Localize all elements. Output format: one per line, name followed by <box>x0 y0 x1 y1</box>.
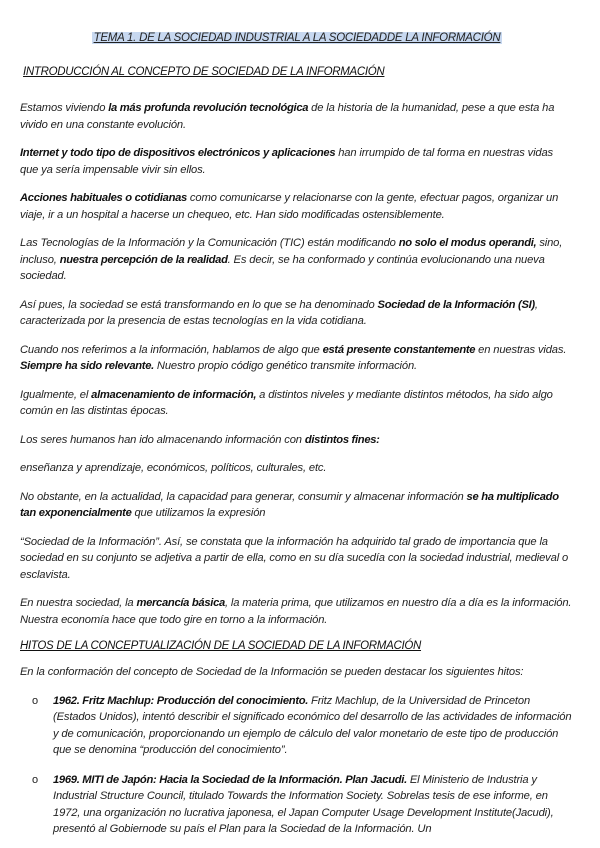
paragraph-3: Acciones habituales o cotidianas como comunicarse y relacionarse con la gente, efectuar pagos, organizar un viaje, ir a un hospital a hacerse un chequeo, etc. Han sido modificadas ostensiblemente. <box>20 192 559 221</box>
paragraph-10: No obstante, en la actualidad, la capacidad para generar, consumir y almacenar información se ha multiplicado tan exponencialmente que utilizamos la expresión <box>20 490 559 519</box>
paragraph-7: Igualmente, el almacenamiento de información, a distintos niveles y mediante distintos métodos, ha sido algo común en las distintas épocas. <box>20 388 553 417</box>
paragraph-4: Las Tecnologías de la Información y la Comunicación (TIC) están modificando no solo el modus operandi, sino, incluso, nuestra percepción de la realidad. Es decir, se ha conformado y continúa evolucionando una nueva sociedad. <box>20 237 563 282</box>
paragraph-6: Cuando nos referimos a la información, hablamos de algo que está presente constantemente en nuestras vidas. Siempre ha sido relevante. Nuestro propio código genético transmite información. <box>20 343 567 372</box>
paragraph-8: Los seres humanos han ido almacenando información con distintos fines: <box>20 433 380 446</box>
intro-heading: INTRODUCCIÓN AL CONCEPTO DE SOCIEDAD DE LA INFORMACIÓN <box>23 66 385 78</box>
paragraph-12: En nuestra sociedad, la mercancía básica, la materia prima, que utilizamos en nuestro día a día es la información. Nuestra economía hace que todo gire en torno a la información. <box>20 597 572 626</box>
bullet-icon: o <box>32 773 38 786</box>
list-item: o 1969. MITI de Japón: Hacia la Sociedad de la Información. Plan Jacudi. El Ministerio de Industria y Industrial Structure Council, titulado Towards the Information Society. Sobrelas tesis de ese informe, en 1972, una organización no lucrativa japonesa, el Japan Computer Usage Development Institute(Jacudi), presentó al Gobiernode su país el Plan para la Sociedad de la Información. Un <box>32 773 554 835</box>
paragraph-2: Internet y todo tipo de dispositivos electrónicos y aplicaciones han irrumpido de tal forma en nuestras vidas que ya sería impensable vivir sin ellos. <box>20 147 554 176</box>
hitos-list <box>20 693 574 838</box>
document-title: TEMA 1. DE LA SOCIEDAD INDUSTRIAL A LA SOCIEDADDE LA INFORMACIÓN <box>93 32 501 44</box>
paragraph-11: “Sociedad de la Información”. Así, se constata que la información ha adquirido tal grado de importancia que la sociedad en su conjunto se adjetiva a partir de ella, como en su día sucedía con la sociedad industrial, medieval o esclavista. <box>20 535 569 581</box>
hitos-heading: HITOS DE LA CONCEPTUALIZACIÓN DE LA SOCIEDAD DE LA INFORMACIÓN <box>20 640 422 652</box>
bullet-icon: o <box>32 694 38 707</box>
list-item: o 1962. Fritz Machlup: Producción del conocimiento. Fritz Machlup, de la Universidad de Princeton (Estados Unidos), intentó describir el significado económico del desarrollo de las actividades de información y de comunicación, proporcionando un ejemplo de cálculo del valor monetario de este tipo de producción que se denomina “producción del conocimiento”. <box>32 694 572 756</box>
paragraph-5: Así pues, la sociedad se está transformando en lo que se ha denominado Sociedad de la Información (SI), caracterizada por la presencia de estas tecnologías en la vida cotidiana. <box>20 298 538 327</box>
paragraph-1: Estamos viviendo la más profunda revolución tecnológica de la historia de la humanidad, pese a que esta ha vivido en una constante evolución. <box>20 102 555 131</box>
paragraph-13: En la conformación del concepto de Sociedad de la Información se pueden destacar los siguientes hitos: <box>20 666 524 678</box>
paragraph-9: enseñanza y aprendizaje, económicos, políticos, culturales, etc. <box>20 462 327 474</box>
